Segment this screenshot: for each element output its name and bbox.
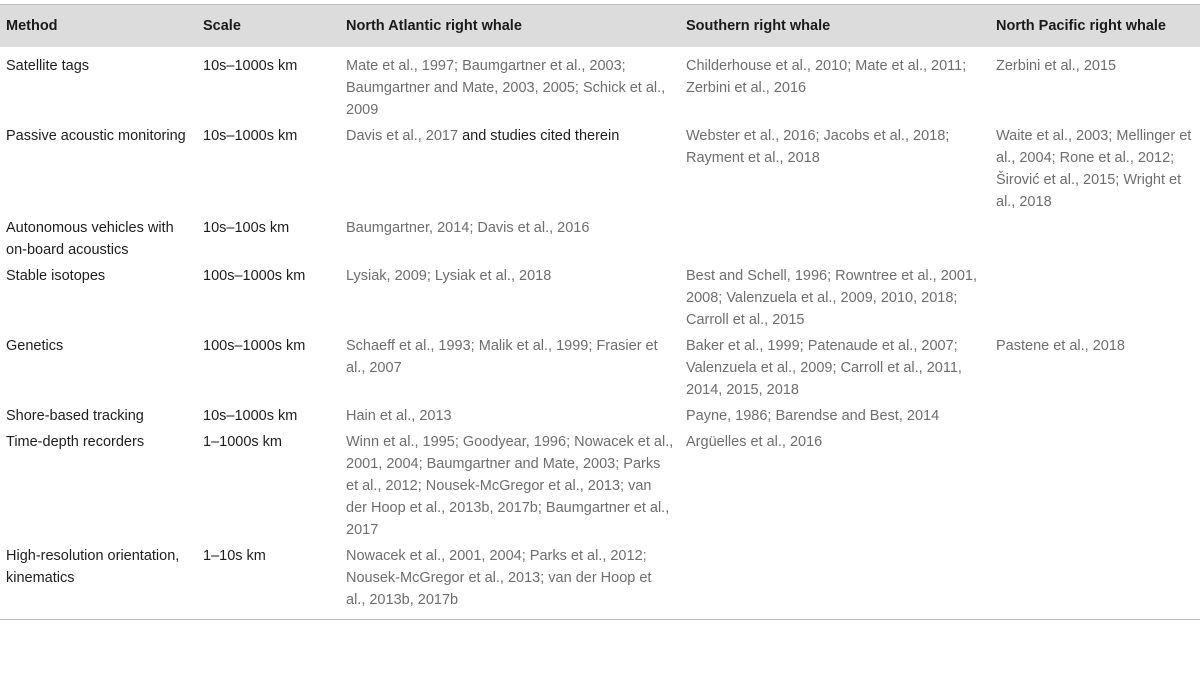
southern-refs: Best and Schell, 1996; Rowntree et al., 2001, 2008; Valenzuela et al., 2009, 2010, 2018; Carroll et al., 2015 <box>686 268 977 328</box>
table-row <box>0 543 1200 620</box>
table-row <box>0 333 1200 403</box>
southern-refs: Webster et al., 2016; Jacobs et al., 2018; Rayment et al., 2018 <box>686 128 950 166</box>
table-body <box>0 47 1200 620</box>
southern-refs <box>680 215 990 263</box>
scale-cell: 1–10s km <box>197 543 340 620</box>
southern-refs: Baker et al., 1999; Patenaude et al., 2007; Valenzuela et al., 2009; Carroll et al., 2011, 2014, 2015, 2018 <box>686 338 962 398</box>
north-pacific-refs <box>990 543 1200 620</box>
scale-cell: 10s–100s km <box>203 220 290 236</box>
table-row <box>0 429 1200 543</box>
north-pacific-refs <box>990 215 1200 263</box>
north-atlantic-refs: Hain et al., 2013 <box>346 408 452 424</box>
north-pacific-refs <box>990 263 1200 333</box>
north-atlantic-refs: Mate et al., 1997; Baumgartner et al., 2003; Baumgartner and Mate, 2003, 2005; Schick et al., 2009 <box>346 58 666 118</box>
north-pacific-refs: Waite et al., 2003; Mellinger et al., 2004; Rone et al., 2012; Širović et al., 2015; Wright et al., 2018 <box>996 128 1192 210</box>
north-pacific-refs <box>990 403 1200 429</box>
table-row <box>0 123 1200 215</box>
north-atlantic-refs: Winn et al., 1995; Goodyear, 1996; Nowacek et al., 2001, 2004; Baumgartner and Mate, 2003; Parks et al., 2012; Nousek-McGregor et al., 2013; van der Hoop et al., 2013b, 2017b; Baumgartner et al., 2017 <box>346 434 674 538</box>
header-north-pacific: North Pacific right whale <box>990 5 1200 48</box>
method-cell: Autonomous vehicles with on-board acoustics <box>6 220 174 258</box>
north-atlantic-refs: Nowacek et al., 2001, 2004; Parks et al., 2012; Nousek-McGregor et al., 2013; van der Hoop et al., 2013b, 2017b <box>340 543 680 620</box>
header-scale: Scale <box>197 5 340 48</box>
scale-cell: 10s–1000s km <box>203 128 298 144</box>
header-method: Method <box>0 5 197 48</box>
southern-refs <box>680 543 990 620</box>
method-cell: Stable isotopes <box>6 268 106 284</box>
scale-cell: 10s–1000s km <box>203 408 298 424</box>
southern-refs: Payne, 1986; Barendse and Best, 2014 <box>686 408 940 424</box>
header-row <box>0 5 1200 48</box>
table-row <box>0 263 1200 333</box>
method-cell: High-resolution orientation, kinematics <box>0 543 197 620</box>
table-row <box>0 215 1200 263</box>
north-pacific-refs <box>990 429 1200 543</box>
method-cell: Shore-based tracking <box>6 408 144 424</box>
header-north-atlantic: North Atlantic right whale <box>340 5 680 48</box>
reference-note: and studies cited therein <box>458 128 620 144</box>
north-atlantic-refs: Baumgartner, 2014; Davis et al., 2016 <box>346 220 590 236</box>
southern-refs: Childerhouse et al., 2010; Mate et al., 2011; Zerbini et al., 2016 <box>686 58 967 96</box>
method-cell: Genetics <box>6 338 64 354</box>
scale-cell: 100s–1000s km <box>203 338 306 354</box>
method-cell: Time-depth recorders <box>6 434 145 450</box>
north-atlantic-refs: Schaeff et al., 1993; Malik et al., 1999; Frasier et al., 2007 <box>346 338 658 376</box>
methods-table <box>0 4 1200 620</box>
method-cell: Passive acoustic monitoring <box>6 128 186 144</box>
method-cell: Satellite tags <box>6 58 90 74</box>
scale-cell: 10s–1000s km <box>203 58 298 74</box>
north-pacific-refs: Pastene et al., 2018 <box>996 338 1125 354</box>
north-atlantic-refs: Lysiak, 2009; Lysiak et al., 2018 <box>346 268 552 284</box>
table-row <box>0 47 1200 123</box>
table-header <box>0 5 1200 48</box>
table-row <box>0 403 1200 429</box>
north-atlantic-refs <box>340 123 680 215</box>
north-pacific-refs: Zerbini et al., 2015 <box>996 58 1117 74</box>
reference-text: Davis et al., 2017 <box>346 128 459 144</box>
scale-cell: 1–1000s km <box>203 434 282 450</box>
southern-refs: Argüelles et al., 2016 <box>686 434 823 450</box>
scale-cell: 100s–1000s km <box>203 268 306 284</box>
header-southern: Southern right whale <box>680 5 990 48</box>
